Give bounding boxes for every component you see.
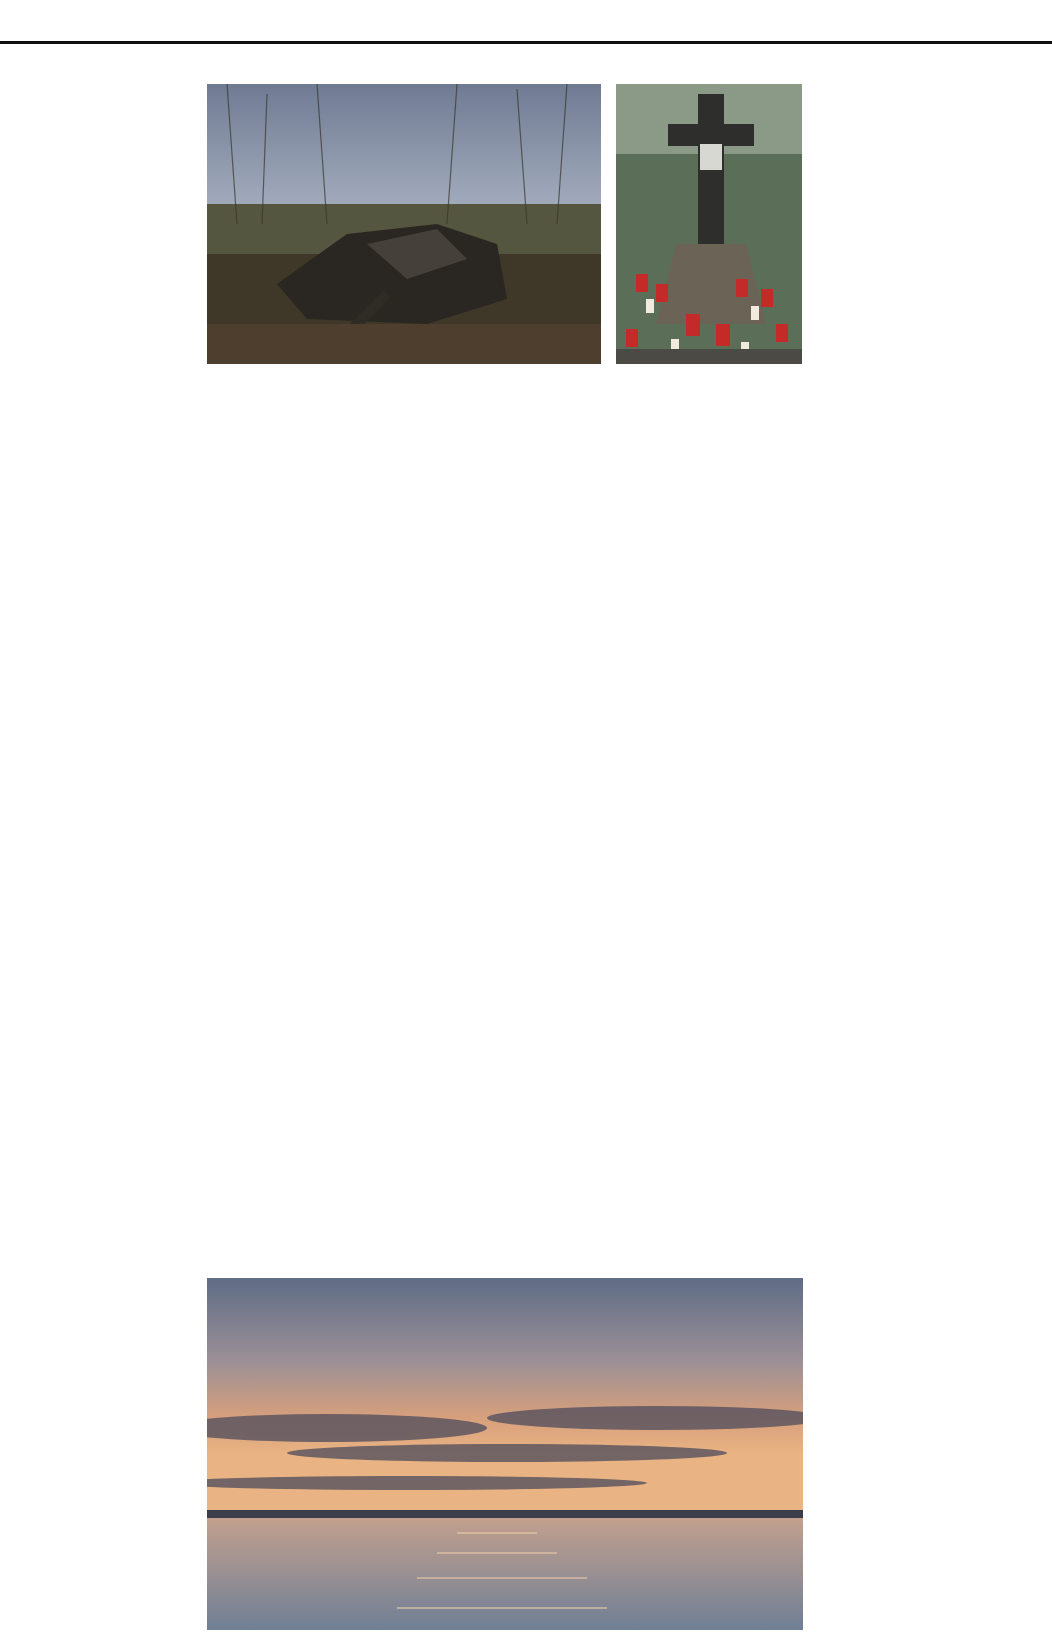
article-column-1 <box>2 80 188 1632</box>
sunset-image <box>207 1278 803 1630</box>
tank-wreck-image <box>207 84 601 364</box>
header-rule <box>0 41 1052 44</box>
photo-sunset <box>207 1278 803 1630</box>
photo-memorial <box>616 84 802 364</box>
photo-tank-wreck <box>207 84 601 364</box>
article-column-3 <box>411 372 600 1272</box>
memorial-image <box>616 84 802 364</box>
article-column-4 <box>616 372 802 1272</box>
page-header <box>0 0 1052 44</box>
article-column-5 <box>819 80 1007 1632</box>
article-column-2 <box>207 372 393 1272</box>
